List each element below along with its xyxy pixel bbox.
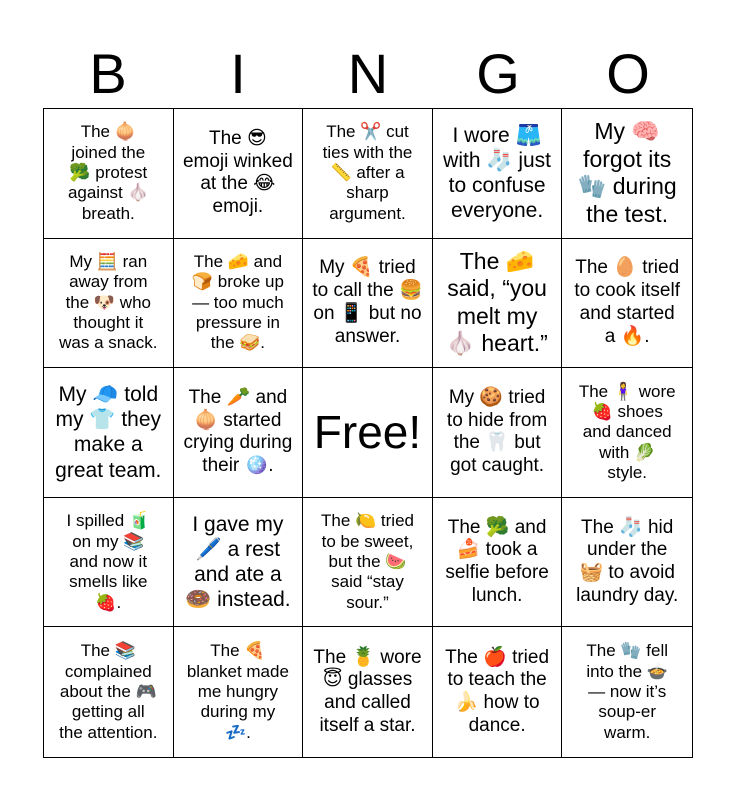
bingo-cell <box>433 109 563 239</box>
header-letter-o: O <box>606 42 650 105</box>
cell-text: My 🧮 ran away from the 🐶 who thought it was a snack. <box>59 251 158 353</box>
bingo-cell <box>562 498 692 628</box>
bingo-cell <box>433 498 563 628</box>
cell-text: I spilled 🧃 on my 📚 and now it smells like 🍓. <box>66 511 151 612</box>
header-letter-i: I <box>230 42 246 105</box>
cell-text: The 🧀 and 🍞 broke up — too much pressure in the 🥪. <box>191 251 284 353</box>
bingo-cell <box>562 627 692 757</box>
bingo-cell <box>44 368 174 498</box>
cell-text: The ✂️ cut ties with the 📏 after a sharp argument. <box>322 122 413 223</box>
free-space <box>303 368 433 498</box>
bingo-cell <box>174 239 304 369</box>
bingo-cell <box>174 498 304 628</box>
cell-text: The 📚 complained about the 🎮 getting all the attention. <box>59 641 158 742</box>
bingo-cell <box>303 239 433 369</box>
cell-text: The 🥦 and 🍰 took a selfie before lunch. <box>445 516 549 606</box>
cell-text: I gave my 🖊️ a rest and ate a 🍩 instead. <box>185 512 291 612</box>
bingo-cell <box>562 239 692 369</box>
cell-text: I wore 🩳 with 🧦 just to confuse everyone. <box>443 123 552 223</box>
header-letter-g: G <box>476 42 520 105</box>
bingo-cell <box>174 368 304 498</box>
bingo-cell <box>44 498 174 628</box>
cell-text: The 🍎 tried to teach the 🍌 how to dance. <box>445 646 550 736</box>
cell-text: The 🍋 tried to be sweet, but the 🍉 said “stay sour.” <box>321 511 414 612</box>
bingo-cell <box>303 498 433 628</box>
cell-text: The 🍍 wore 😇 glasses and called itself a star. <box>313 646 422 736</box>
cell-text: My 🍪 tried to hide from the 🦷 but got caught. <box>446 386 548 477</box>
free-space-text: Free! <box>313 406 422 459</box>
bingo-board <box>43 108 693 758</box>
bingo-cell <box>44 627 174 757</box>
cell-text: My 🧠 forgot its 🧤 during the test. <box>577 118 677 227</box>
cell-text: The 🥚 tried to cook itself and started a 🔥. <box>574 257 680 347</box>
cell-text: The 🥕 and 🧅 started crying during their 🪩. <box>183 386 293 477</box>
bingo-cell <box>44 109 174 239</box>
cell-text: The 🧤 fell into the 🍲 — now it’s soup-er warm. <box>586 641 669 742</box>
bingo-cell <box>174 627 304 757</box>
bingo-cell <box>44 239 174 369</box>
header-letter-b: B <box>89 42 127 105</box>
bingo-header <box>43 40 693 108</box>
cell-text: The 🧀 said, “you melt my 🧄 heart.” <box>446 247 548 357</box>
bingo-cell <box>433 368 563 498</box>
bingo-cell <box>433 627 563 757</box>
cell-text: The 🧅 joined the 🥦 protest against 🧄 breath. <box>67 122 149 223</box>
cell-text: My 🧢 told my 👕 they make a great team. <box>55 383 162 482</box>
cell-text: The 🧍‍♀️ wore 🍓 shoes and danced with 🥬 style. <box>578 381 676 483</box>
cell-text: The 🧦 hid under the 🧺 to avoid laundry day. <box>576 516 679 606</box>
cell-text: The 😎 emoji winked at the 😂 emoji. <box>182 127 293 218</box>
bingo-cell <box>174 109 304 239</box>
bingo-cell <box>562 109 692 239</box>
cell-text: My 🍕 tried to call the 🍔 on 📱 but no answer. <box>312 257 423 347</box>
header-letter-n: N <box>347 42 389 105</box>
bingo-cell <box>303 627 433 757</box>
bingo-cell <box>433 239 563 369</box>
bingo-cell <box>303 109 433 239</box>
cell-text: The 🍕 blanket made me hungry during my 💤. <box>186 641 289 742</box>
bingo-cell <box>562 368 692 498</box>
